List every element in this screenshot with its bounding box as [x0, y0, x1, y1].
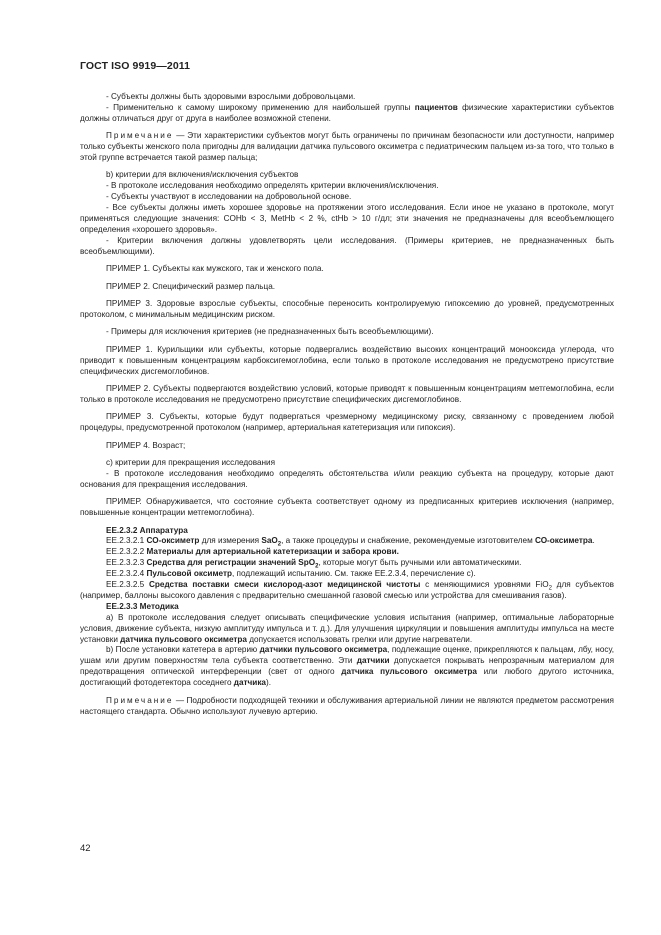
text-run: Средства поставки смеси кислород-азот медицинской чистоты — [148, 580, 421, 590]
text-run: 2 — [548, 585, 552, 592]
text-run: ПРИМЕР 2. Специфический размер пальца. — [106, 281, 276, 291]
paragraph-p25 — [80, 580, 614, 602]
text-run: допускается использовать грелки или другие нагреватели. — [246, 634, 473, 644]
paragraph-p29 — [80, 696, 614, 718]
text-run: ПРИМЕР. Обнаруживается, что состояние субъекта соответствует одному из предписанных критериев исключения (например, повышенные концентрации метгемоглобина). — [80, 497, 614, 518]
text-run: СО-оксиметр — [146, 536, 200, 546]
text-run: Материалы для артериальной катетеризации и забора крови. — [146, 547, 399, 557]
page-number: 42 — [80, 843, 91, 854]
text-run: . — [592, 536, 595, 546]
paragraph-p28 — [80, 645, 614, 689]
text-run: , а также процедуры и снабжение, рекомендуемые изготовителем — [281, 536, 535, 546]
paragraph-p13 — [80, 345, 614, 378]
paragraph-p14 — [80, 384, 614, 406]
text-run: 2 — [315, 563, 319, 570]
paragraph-p9 — [80, 264, 614, 275]
text-run: ПРИМЕР 1. Субъекты как мужского, так и женского пола. — [106, 264, 324, 274]
paragraph-p21 — [80, 536, 614, 547]
text-run: ПРИМЕР 4. Возраст; — [106, 440, 186, 450]
paragraph-p20 — [80, 526, 614, 537]
text-run: EE.2.3.2 Аппаратура — [106, 525, 188, 535]
text-run: a) В протоколе исследования следует описывать специфические условия испытания (например, оптимальные лабораторные условия, движение субъекта, низкую амплитуду импульса и т. д.). Для улучшения циркуляции и повышения амплитуды импульса на месте установки — [80, 612, 614, 644]
text-run: EE.2.3.3 Методика — [106, 601, 179, 611]
text-run: , подлежащий испытанию. См. также EE.2.3.4, перечисление с). — [231, 569, 476, 579]
paragraph-p22 — [80, 547, 614, 558]
text-run: СО-оксиметра — [534, 536, 593, 546]
paragraph-p26 — [80, 602, 614, 613]
paragraph-p11 — [80, 299, 614, 321]
text-run: или любого другого источника, достигающий фотодетектора соседнего — [80, 667, 614, 688]
text-run: с меняющимися уровнями FiO — [420, 580, 549, 590]
paragraph-p24 — [80, 569, 614, 580]
text-run: Примечание — [106, 695, 174, 705]
text-run: физические характеристики субъектов должны отличаться друг от друга в наиболее возможной степени. — [80, 102, 614, 123]
paragraph-p2 — [80, 103, 614, 125]
text-run: Пульсовой оксиметр — [146, 569, 232, 579]
paragraph-p1 — [80, 92, 614, 103]
text-run: датчика — [233, 678, 266, 688]
text-run: ПРИМЕР 2. Субъекты подвергаются воздействию условий, которые приводят к повышенным концентрациям метгемоглобина, если только в протоколе исследования не предусмотрено присутствие специфических дисгемоглобинов. — [80, 383, 614, 404]
text-run: b) После установки катетера в артерию — [106, 645, 260, 655]
text-run: - Субъекты участвуют в исследовании на добровольной основе. — [106, 192, 352, 202]
text-run: датчика пульсового оксиметра — [341, 667, 477, 677]
paragraph-p27 — [80, 613, 614, 646]
text-run: - Критерии включения должны удовлетворять цели исследования. (Примеры критериев, не предназначенных быть всеобъемлющими). — [80, 235, 614, 256]
document-body — [80, 92, 614, 717]
paragraph-p4 — [80, 170, 614, 181]
text-run: EE.2.3.2.4 — [106, 569, 147, 579]
text-run: ПРИМЕР 3. Здоровые взрослые субъекты, способные переносить контролируемую гипоксемию до уровней, предусмотренных протоколом, с минимальным медицинским риском. — [80, 299, 614, 319]
text-run: EE.2.3.2.5 — [106, 580, 149, 590]
text-run: b) критерии для включения/исключения субъектов — [106, 170, 299, 180]
text-run: — Подробности подходящей техники и обслуживания артериальной линии не являются предметом рассмотрения настоящего стандарта. Обычно используют лучевую артерию. — [80, 695, 614, 716]
paragraph-p15 — [80, 412, 614, 434]
paragraph-p7 — [80, 203, 614, 236]
text-run: — Эти характеристики субъектов могут быть ограничены по причинам безопасности или доступности, например только субъекты женского пола пригодны для валидации датчика пульсового оксиметра с педиатрическим пальцем из-за того, что только в этой группе встречается такой размер пальца; — [80, 131, 614, 163]
text-run: датчика пульсового оксиметра — [120, 634, 247, 644]
text-run: для измерения — [199, 536, 262, 546]
text-run: датчики пульсового оксиметра — [259, 645, 388, 655]
text-run: - Все субъекты должны иметь хорошее здоровье на протяжении этого исследования. Если иное не указано в протоколе, могут применяться следующие значения: COHb < 3, MetHb < 2 %, ctHb > 10 г/дл; эти значения не предназначены для всеобъемлющего определения «хорошего здоровья». — [80, 203, 614, 234]
text-run: EE.2.3.2.2 — [106, 547, 147, 557]
paragraph-p19 — [80, 497, 614, 519]
text-run: , которые могут быть ручными или автоматическими. — [318, 558, 522, 568]
text-run: , подлежащие оценке, прикрепляются к пальцам, лбу, носу, ушам или другим поверхностям тела субъекта соответственно. Эти — [80, 645, 615, 666]
text-run: ПРИМЕР 1. Курильщики или субъекты, которые подвергались воздействию высоких концентраций монооксида углерода, что приводит к повышенным концентрациям карбоксигемоглобина, если только в протоколе исследования не предусмотрено присутствие специфических дисгемоглобинов. — [80, 344, 614, 376]
text-run: ). — [265, 678, 271, 688]
paragraph-p5 — [80, 181, 614, 192]
text-run: датчики — [356, 656, 390, 666]
paragraph-p23 — [80, 558, 614, 569]
text-run: SaO — [261, 536, 278, 546]
paragraph-p12 — [80, 327, 614, 338]
text-run: - Применительно к самому широкому применению для наибольшей группы — [106, 102, 415, 112]
paragraph-p6 — [80, 192, 614, 203]
document-header: ГОСТ ISO 9919—2011 — [80, 60, 191, 72]
text-run: для субъектов (например, баллоны высокого давления с предварительно смешанной газовой смесью или устройства для смешивания газов). — [80, 580, 614, 600]
text-run: EE.2.3.2.3 — [106, 558, 147, 568]
text-run: 2 — [277, 542, 282, 549]
paragraph-p10 — [80, 282, 614, 293]
text-run: EE.2.3.2.1 — [106, 536, 147, 546]
text-run: Примечание — [106, 131, 174, 141]
paragraph-p18 — [80, 469, 614, 491]
text-run: ПРИМЕР 3. Субъекты, которые будут подвергаться чрезмерному медицинскому риску, связанному с проведением любой процедуры, предусмотренной протоколом (например, артериальная катетеризация или гипоксия). — [80, 412, 614, 433]
text-run: - Примеры для исключения критериев (не предназначенных быть всеобъемлющими). — [106, 327, 434, 337]
paragraph-p17 — [80, 458, 614, 469]
paragraph-p16 — [80, 441, 614, 452]
text-run: Средства для регистрации значений SpO — [146, 558, 316, 568]
text-run: - Субъекты должны быть здоровыми взрослыми добровольцами. — [106, 92, 356, 101]
text-run: - В протоколе исследования необходимо определять обстоятельства и/или реакцию субъекта на процедуру, которые дают основания для прекращения исследования. — [80, 468, 614, 489]
text-run: c) критерии для прекращения исследования — [106, 457, 276, 467]
paragraph-p3 — [80, 131, 614, 164]
paragraph-p8 — [80, 236, 614, 258]
text-run: пациентов — [414, 102, 458, 112]
text-run: допускается покрывать непрозрачным материалом для предотвращения оптической интерференции (свет от одного — [80, 656, 615, 677]
text-run: - В протоколе исследования необходимо определять критерии включения/исключения. — [106, 181, 439, 191]
